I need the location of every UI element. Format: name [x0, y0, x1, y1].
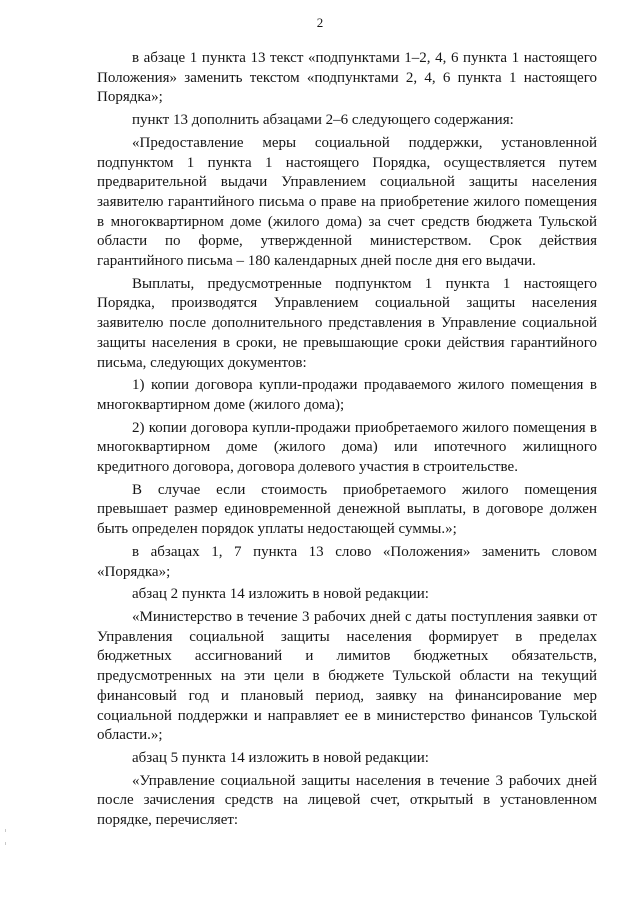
paragraph-2: пункт 13 дополнить абзацами 2–6 следующего содержания:: [132, 112, 514, 129]
paragraph-5: 1) копии договора купли-продажи продаваемого жилого помещения в многоквартирном доме (жилого дома);: [97, 377, 597, 413]
document-body: [97, 49, 597, 831]
scan-mark: [5, 829, 6, 832]
paragraph-6: 2) копии договора купли-продажи приобретаемого жилого помещения в многоквартирном доме (жилого дома) или ипотечного жилищного кредитного договора, договора долевого участия в строительстве.: [97, 419, 597, 476]
paragraph-4: Выплаты, предусмотренные подпунктом 1 пункта 1 настоящего Порядка, производятся Управлением социальной защиты населения заявителю после дополнительного представления в Управление социальной защиты населения в сроки, не превышающие сроки действия гарантийного письма, следующих документов:: [97, 275, 597, 371]
paragraph-7: В случае если стоимость приобретаемого жилого помещения превышает размер единовременной денежной выплаты, в договоре должен быть определен порядок уплаты недостающей суммы.»;: [97, 481, 597, 538]
paragraph-10: «Министерство в течение 3 рабочих дней с даты поступления заявки от Управления социальной защиты населения формирует в пределах бюджетных ассигнований и лимитов бюджетных обязательств, предусмотренных на эти цели в бюджете Тульской области на текущий финансовый год и плановый период, заявку на финансирование мер социальной поддержки и направляет ее в министерство финансов Тульской области.»;: [97, 608, 597, 744]
paragraph-1: в абзаце 1 пункта 13 текст «подпунктами 1–2, 4, 6 пункта 1 настоящего Положения» заменить текстом «подпунктами 2, 4, 6 пункта 1 настоящего Порядка»;: [97, 50, 597, 106]
paragraph-9: абзац 2 пункта 14 изложить в новой редакции:: [132, 586, 429, 603]
paragraph-8: в абзацах 1, 7 пункта 13 слово «Положения» заменить словом «Порядка»;: [97, 543, 597, 580]
paragraph-3: «Предоставление меры социальной поддержки, установленной подпунктом 1 пункта 1 настоящего Порядка, осуществляется путем предварительной выдачи Управлением социальной защиты населения заявителю гарантийного письма о праве на приобретение жилого помещения в многоквартирном доме (жилого дома) за счет средств бюджета Тульской области по форме, утвержденной министерством. Срок действия гарантийного письма – 180 календарных дней после дня его выдачи.: [97, 134, 597, 270]
paragraph-11: абзац 5 пункта 14 изложить в новой редакции:: [132, 749, 429, 766]
page-number: 2: [316, 15, 324, 30]
paragraph-12: «Управление социальной защиты населения в течение 3 рабочих дней после зачисления средств на лицевой счет, открытый в установленном порядке, перечисляет:: [97, 772, 597, 829]
scan-mark: [5, 842, 6, 845]
